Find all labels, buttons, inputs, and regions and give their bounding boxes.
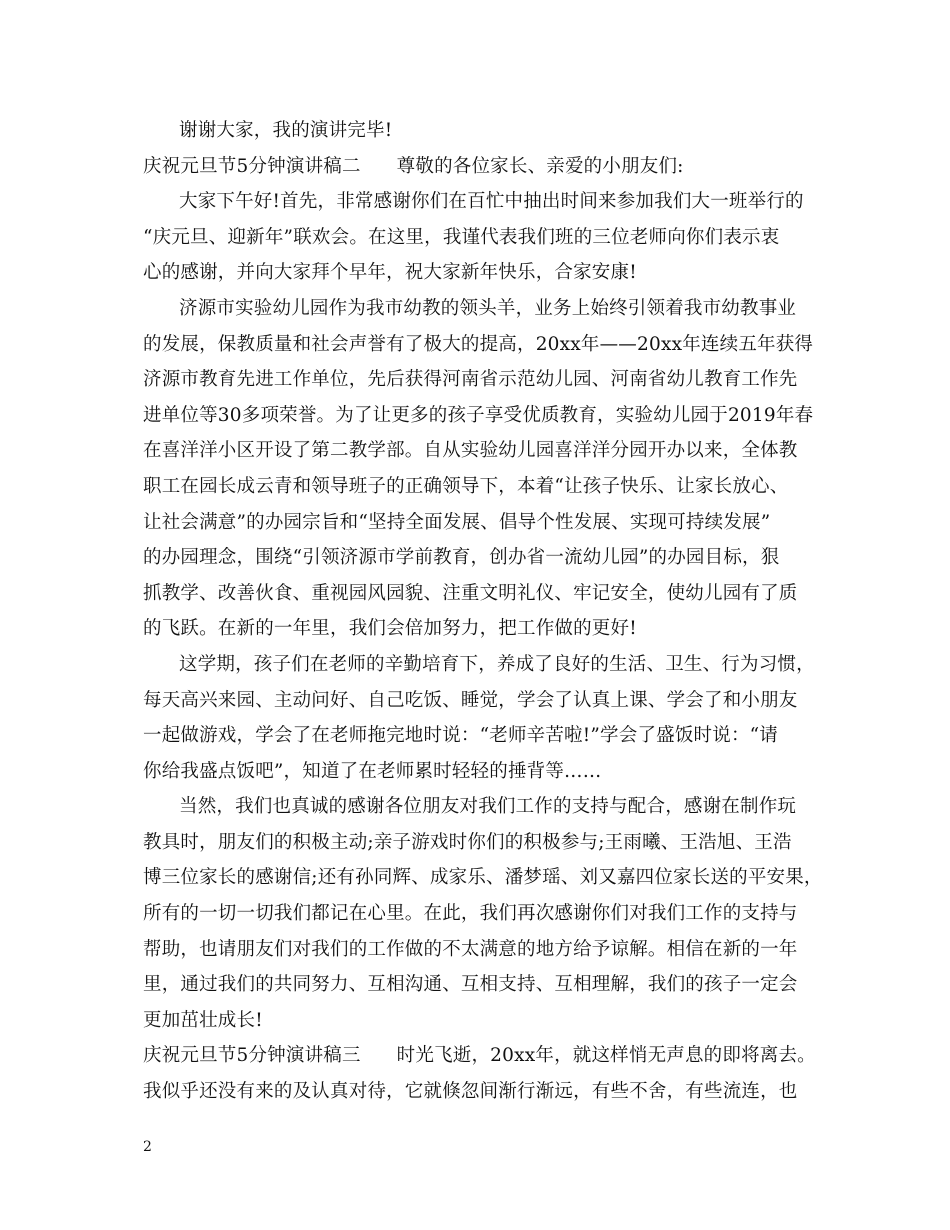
text-line xyxy=(143,433,833,469)
line-text: 一起做游戏，学会了在老师拖完地时说：“老师辛苦啦!”学会了盛饭时说：“请 xyxy=(143,725,779,747)
text-line xyxy=(143,113,833,149)
line-text: 的飞跃。在新的一年里，我们会倍加努力，把工作做的更好! xyxy=(143,618,637,640)
text-line xyxy=(143,1003,833,1039)
text-line xyxy=(143,932,833,968)
line-text: 谢谢大家，我的演讲完毕! xyxy=(179,120,393,141)
line-text: 进单位等30多项荣誉。为了让更多的孩子享受优质教育，实验幼儿园于2019年春 xyxy=(143,404,814,426)
line-text: 更加茁壮成长! xyxy=(143,1009,263,1031)
line-text: 尊敬的各位家长、亲爱的小朋友们: xyxy=(396,155,684,177)
line-text: 所有的一切一切我们都记在心里。在此，我们再次感谢你们对我们工作的支持与 xyxy=(143,903,798,925)
text-line xyxy=(143,398,833,434)
line-text: 里，通过我们的共同努力、互相沟通、互相支持、互相理解，我们的孩子一定会 xyxy=(143,974,798,996)
line-text: 心的感谢，并向大家拜个早年，祝大家新年快乐，合家安康! xyxy=(143,262,637,284)
line-text: “庆元旦、迎新年”联欢会。在这里，我谨代表我们班的三位老师向你们表示衷 xyxy=(143,226,780,248)
text-line xyxy=(143,611,833,647)
line-text: 教具时，朋友们的积极主动;亲子游戏时你们的积极参与;王雨曦、王浩旭、王浩 xyxy=(143,831,792,853)
section-heading-line xyxy=(143,149,833,185)
text-line xyxy=(143,967,833,1003)
text-line xyxy=(143,896,833,932)
line-text: 我似乎还没有来的及认真对待，它就倏忽间渐行渐远，有些不舍，有些流连，也 xyxy=(143,1081,798,1103)
line-text: 当然，我们也真诚的感谢各位朋友对我们工作的支持与配合，感谢在制作玩 xyxy=(179,796,797,818)
line-text: 时光飞逝，20xx年，就这样悄无声息的即将离去。 xyxy=(396,1045,816,1067)
text-line xyxy=(143,576,833,612)
line-text: 这学期，孩子们在老师的辛勤培育下，养成了良好的生活、卫生、行为习惯， xyxy=(179,653,815,675)
text-line xyxy=(143,647,833,683)
section-heading: 庆祝元旦节5分钟演讲稿二 xyxy=(143,155,361,177)
text-line xyxy=(143,291,833,327)
text-line xyxy=(143,469,833,505)
line-text: 抓教学、改善伙食、重视园风园貌、注重文明礼仪、牢记安全，使幼儿园有了质 xyxy=(143,582,798,604)
page-number: 2 xyxy=(143,1139,152,1155)
line-text: 的办园理念，围绕“引领济源市学前教育，创办省一流幼儿园”的办园目标，狠 xyxy=(143,547,780,569)
line-text: 济源市教育先进工作单位，先后获得河南省示范幼儿园、河南省幼儿教育工作先 xyxy=(143,369,798,391)
line-text: 你给我盛点饭吧”，知道了在老师累时轻轻的捶背等…… xyxy=(143,760,602,782)
section-heading-line xyxy=(143,1038,833,1074)
text-line xyxy=(143,1074,833,1110)
text-line xyxy=(143,220,833,256)
text-line xyxy=(143,362,833,398)
line-text: 在喜洋洋小区开设了第二教学部。自从实验幼儿园喜洋洋分园开办以来，全体教 xyxy=(143,440,798,462)
text-line xyxy=(143,683,833,719)
line-text: 大家下午好!首先，非常感谢你们在百忙中抽出时间来参加我们大一班举行的 xyxy=(179,191,804,213)
document-body xyxy=(143,113,833,1110)
line-text: 的发展，保教质量和社会声誉有了极大的提高，20xx年——20xx年连续五年获得 xyxy=(143,333,814,355)
line-text: 职工在园长成云青和领导班子的正确领导下，本着“让孩子快乐、让家长放心、 xyxy=(143,475,789,497)
line-text: 帮助，也请朋友们对我们的工作做的不太满意的地方给予谅解。相信在新的一年 xyxy=(143,938,798,960)
text-line xyxy=(143,184,833,220)
line-text: 每天高兴来园、主动问好、自己吃饭、睡觉，学会了认真上课、学会了和小朋友 xyxy=(143,689,798,711)
section-heading: 庆祝元旦节5分钟演讲稿三 xyxy=(143,1045,361,1067)
text-line xyxy=(143,505,833,541)
text-line xyxy=(143,540,833,576)
text-line xyxy=(143,718,833,754)
line-text: 济源市实验幼儿园作为我市幼教的领头羊，业务上始终引领着我市幼教事业 xyxy=(179,297,797,319)
text-line xyxy=(143,327,833,363)
text-line xyxy=(143,255,833,291)
line-text: 博三位家长的感谢信;还有孙同辉、成家乐、潘梦瑶、刘又嘉四位家长送的平安果， xyxy=(143,867,823,889)
text-line xyxy=(143,825,833,861)
line-text: 让社会满意”的办园宗旨和“坚持全面发展、倡导个性发展、实现可持续发展” xyxy=(143,511,771,533)
text-line xyxy=(143,754,833,790)
text-line xyxy=(143,789,833,825)
text-line xyxy=(143,860,833,896)
